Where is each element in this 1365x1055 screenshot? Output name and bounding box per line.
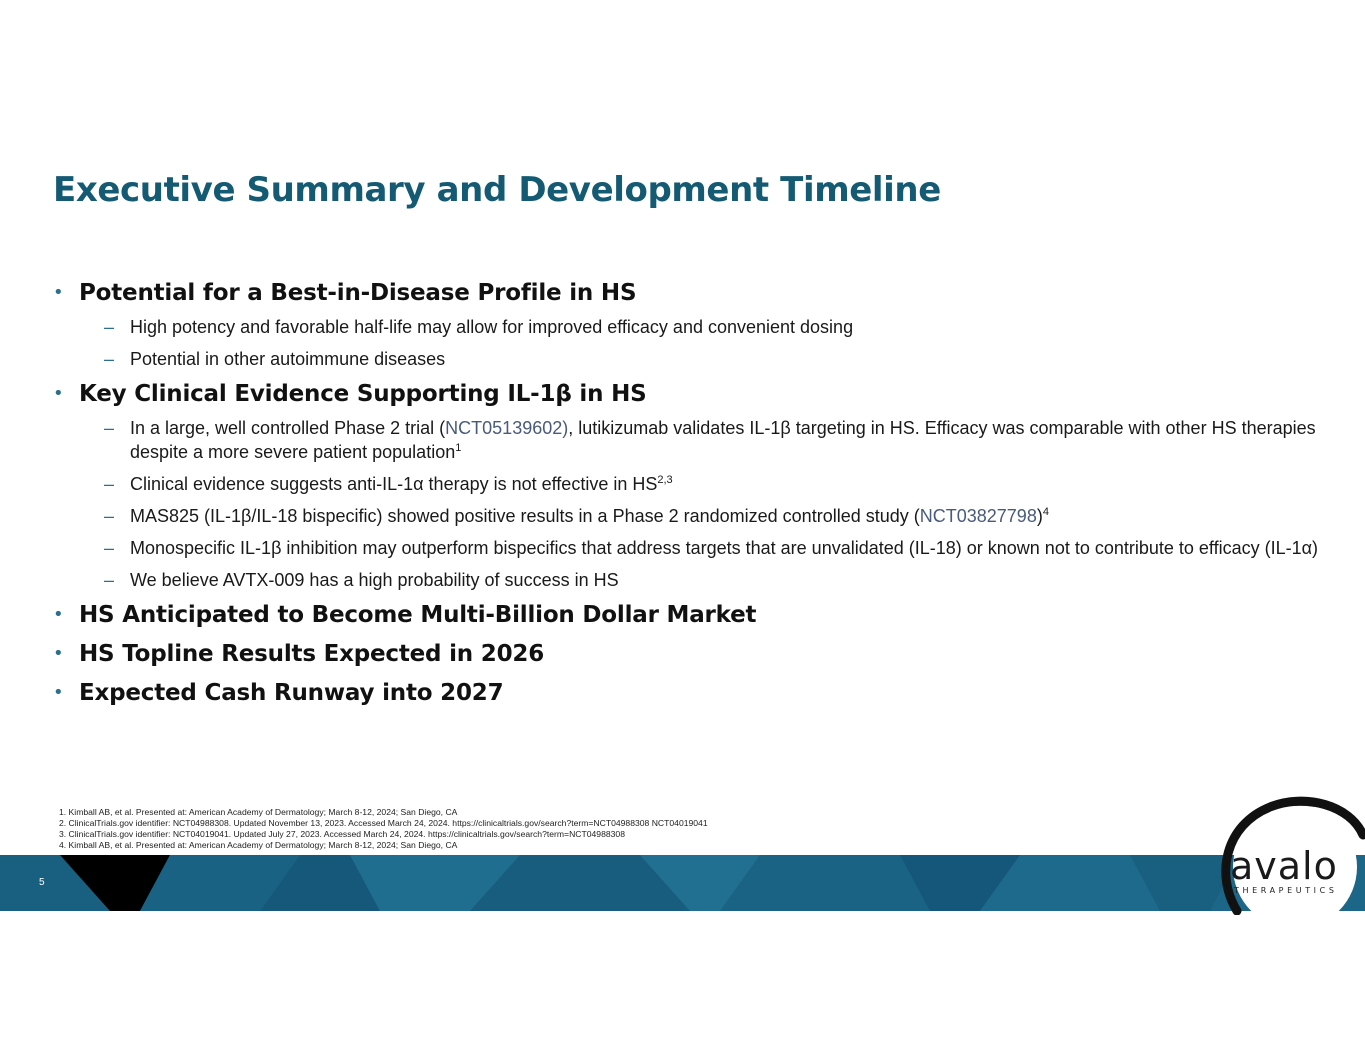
dash-icon: – [104, 538, 115, 558]
list-item-text: Clinical evidence suggests anti-IL-1α therapy is not effective in HS [130, 474, 658, 494]
bullet-icon: • [53, 643, 64, 664]
footnote-ref: 1 [455, 442, 462, 454]
list-item-text: We believe AVTX-009 has a high probability of success in HS [130, 570, 619, 590]
dash-icon: – [104, 418, 115, 438]
dash-icon: – [104, 570, 115, 590]
section-heading [53, 278, 1323, 308]
dash-icon: – [104, 317, 115, 337]
section-heading-text: Potential for a Best-in-Disease Profile in HS [79, 280, 637, 306]
page-title: Executive Summary and Development Timeline [53, 170, 941, 210]
list-item-text: Monospecific IL-1β inhibition may outperform bispecifics that address targets that are unvalidated (IL-18) or known not to contribute to efficacy (IL-1α) [130, 538, 1319, 558]
footnote-ref: 4 [1042, 506, 1049, 518]
bullet-icon: • [53, 682, 64, 703]
section-heading-text: HS Anticipated to Become Multi-Billion Dollar Market [79, 602, 757, 628]
reference-item: 4. Kimball AB, et al. Presented at: American Academy of Dermatology; March 8-12, 2024; San Diego, CA [59, 840, 458, 850]
section-heading-text: Key Clinical Evidence Supporting IL-1β in HS [79, 381, 647, 407]
list-item [53, 504, 1323, 528]
footer-pattern [0, 855, 1365, 911]
summary-content [53, 278, 1323, 717]
trial-link[interactable]: NCT05139602) [445, 418, 569, 438]
trial-link[interactable]: NCT03827798 [919, 506, 1037, 526]
list-item-text: Potential in other autoimmune diseases [130, 349, 446, 369]
bullet-icon: • [53, 282, 64, 303]
dash-icon: – [104, 349, 115, 369]
reference-item: 3. ClinicalTrials.gov identifier: NCT04019041. Updated July 27, 2023. Accessed March 24, 2024. https://clinicaltrials.gov/search?term=NCT04988308 [59, 829, 625, 839]
list-item [53, 472, 1323, 496]
page-number: 5 [39, 877, 45, 888]
bullet-icon: • [53, 604, 64, 625]
section-heading [53, 678, 1323, 708]
section-heading [53, 600, 1323, 630]
section-heading [53, 639, 1323, 669]
references [59, 807, 708, 851]
reference-item: 2. ClinicalTrials.gov identifier: NCT04988308. Updated November 13, 2023. Accessed March 24, 2024. https://clinicaltrials.gov/search?term=NCT04988308 NCT04019041 [59, 818, 708, 828]
list-item-text: , lutikizumab validates IL-1β targeting in HS. Efficacy was comparable with other HS therapies despite a more severe patient population [130, 418, 1316, 462]
bullet-icon: • [53, 383, 64, 404]
list-item [53, 536, 1323, 560]
reference-item: 1. Kimball AB, et al. Presented at: American Academy of Dermatology; March 8-12, 2024; San Diego, CA [59, 807, 458, 817]
logo-tagline: THERAPEUTICS [1234, 886, 1338, 895]
section-heading-text: HS Topline Results Expected in 2026 [79, 641, 545, 667]
section-heading-text: Expected Cash Runway into 2027 [79, 680, 504, 706]
logo-wordmark: avalo [1230, 844, 1338, 888]
footnote-ref: 2,3 [657, 474, 673, 486]
list-item [53, 347, 1323, 371]
list-item-text: In a large, well controlled Phase 2 trial ( [130, 418, 446, 438]
list-item-text: ) [1036, 506, 1043, 526]
list-item [53, 416, 1323, 464]
footer-band [0, 855, 1365, 911]
list-item-text: High potency and favorable half-life may allow for improved efficacy and convenient dosing [130, 317, 854, 337]
section-heading [53, 379, 1323, 409]
list-item-text: MAS825 (IL-1β/IL-18 bispecific) showed positive results in a Phase 2 randomized controlled study ( [130, 506, 920, 526]
list-item [53, 568, 1323, 592]
list-item [53, 315, 1323, 339]
dash-icon: – [104, 474, 115, 494]
dash-icon: – [104, 506, 115, 526]
